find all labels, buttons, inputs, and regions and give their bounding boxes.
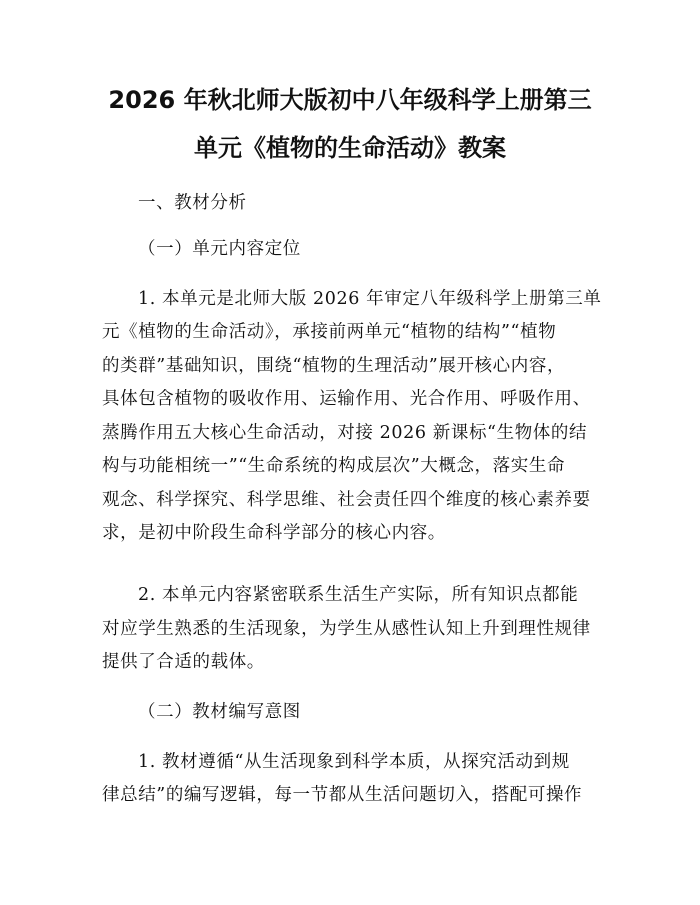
- paragraph-line: 的类群”基础知识，围绕“植物的生理活动”展开核心内容，: [102, 356, 566, 376]
- paragraph-line: 1. 本单元是北师大版 2026 年审定八年级科学上册第三单: [138, 289, 602, 309]
- document-title-line-1: 2026 年秋北师大版初中八年级科学上册第三: [108, 86, 592, 114]
- section-heading: 一、教材分析: [138, 193, 247, 213]
- paragraph-line: 2. 本单元内容紧密联系生活生产实际，所有知识点都能: [138, 585, 579, 605]
- paragraph-line: 对应学生熟悉的生活现象，为学生从感性认知上升到理性规律: [102, 619, 591, 639]
- subsection-heading: （一）单元内容定位: [138, 239, 301, 259]
- paragraph-line: 构与功能相统一”“生命系统的构成层次”大概念，落实生命: [102, 456, 566, 476]
- document-title-line-2: 单元《植物的生命活动》教案: [194, 134, 506, 162]
- paragraph-line: 1. 教材遵循“从生活现象到科学本质，从探究活动到规: [138, 752, 570, 772]
- paragraph-line: 提供了合适的载体。: [102, 652, 265, 672]
- paragraph-line: 元《植物的生命活动》，承接前两单元“植物的结构”“植物: [102, 322, 557, 342]
- paragraph-line: 蒸腾作用五大核心生命活动，对接 2026 新课标“生物体的结: [102, 423, 588, 443]
- paragraph-line: 观念、科学探究、科学思维、社会责任四个维度的核心素养要: [102, 490, 591, 510]
- paragraph-line: 律总结”的编写逻辑，每一节都从生活问题切入，搭配可操作: [102, 785, 583, 805]
- paragraph-line: 求，是初中阶段生命科学部分的核心内容。: [102, 523, 446, 543]
- subsection-heading: （二）教材编写意图: [138, 702, 301, 722]
- paragraph-line: 具体包含植物的吸收作用、运输作用、光合作用、呼吸作用、: [102, 389, 591, 409]
